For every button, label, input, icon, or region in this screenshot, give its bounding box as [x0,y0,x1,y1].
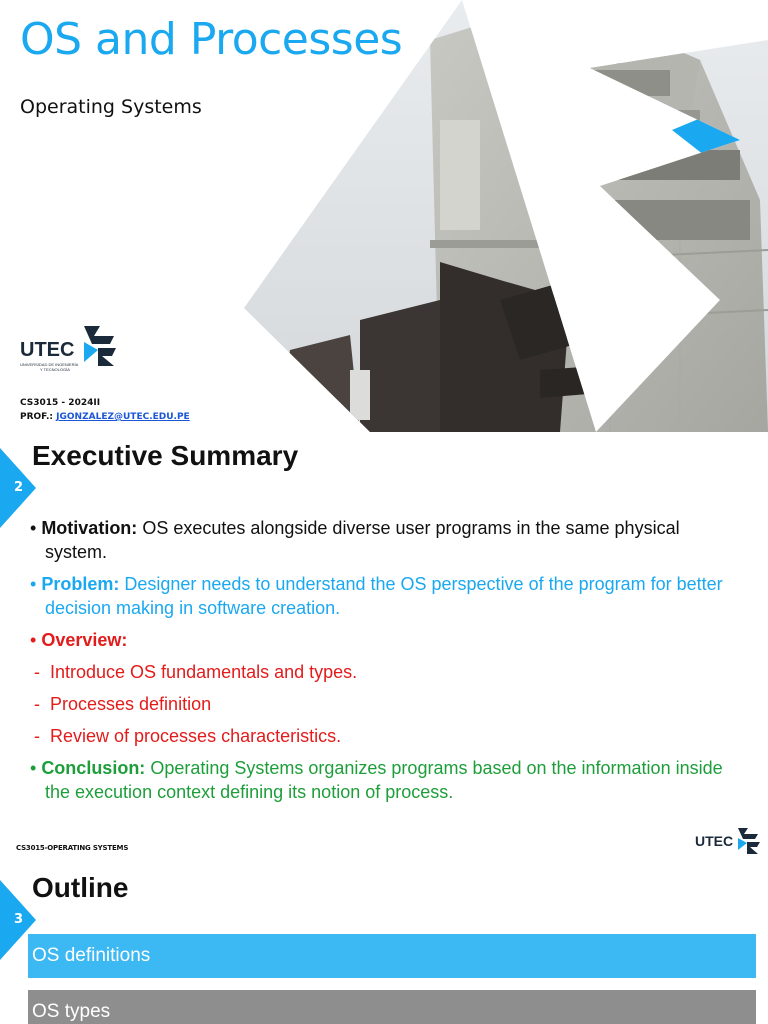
utec-logo-tagline: UNIVERSIDAD DE INGENIERÍA [20,362,79,367]
overview-item-text: Processes definition [50,694,212,714]
slide-title: Executive Summary [32,440,299,471]
conclusion-text: Operating Systems organizes programs based on the information inside the execution context defining its notion of process. [45,758,723,802]
outline-slide [0,864,768,1024]
conclusion-label: Conclusion: [41,758,146,778]
executive-summary-slide [0,432,768,864]
slide-title: Outline [32,872,129,903]
problem-bullet: • Problem: Designer needs to understand the OS perspective of the program for better decision making in software creation. [30,574,723,618]
overview-label: Overview: [41,630,128,650]
utec-logo-tagline-2: Y TECNOLOGÍA [40,367,70,372]
course-code: CS3015 - 2024II [20,398,101,408]
overview-item: - Introduce OS fundamentals and types. [34,662,358,682]
overview-item: - Processes definition [34,694,212,714]
outline-item-os-definitions[interactable]: OS definitions [28,934,756,978]
outline-item-os-types[interactable]: OS types [28,990,756,1024]
title-slide [0,0,768,432]
professor-label: PROF.: [20,412,54,422]
conclusion-bullet: • Conclusion: Operating Systems organizes programs based on the information inside the execution context defining its notion of process. [30,758,723,802]
overview-item: - Review of processes characteristics. [34,726,342,746]
problem-text: Designer needs to understand the OS perspective of the program for better decision making in software creation. [45,574,723,618]
page-number: 3 [14,912,24,927]
overview-item-text: Introduce OS fundamentals and types. [50,662,358,682]
course-footer: CS3015-OPERATING SYSTEMS [16,844,129,852]
motivation-bullet: • Motivation: OS executes alongside diverse user programs in the same physical system. [30,518,680,562]
presentation-title: OS and Processes [20,14,403,65]
presentation-subtitle: Operating Systems [20,96,202,118]
motivation-text: OS executes alongside diverse user programs in the same physical system. [45,518,680,562]
utec-emblem-icon [738,828,760,854]
summary-bullets [30,516,730,812]
utec-logo-small-text: UTEC [695,833,734,849]
overview-item-text: Review of processes characteristics. [50,726,342,746]
problem-label: Problem: [41,574,120,594]
motivation-label: Motivation: [41,518,138,538]
professor-email-link[interactable]: JGONZALEZ@UTEC.EDU.PE [56,412,190,422]
utec-logo-small [694,826,762,856]
overview-bullet: • Overview: [30,630,128,650]
utec-logo-text: UTEC [20,339,75,361]
page-number: 2 [14,480,24,495]
